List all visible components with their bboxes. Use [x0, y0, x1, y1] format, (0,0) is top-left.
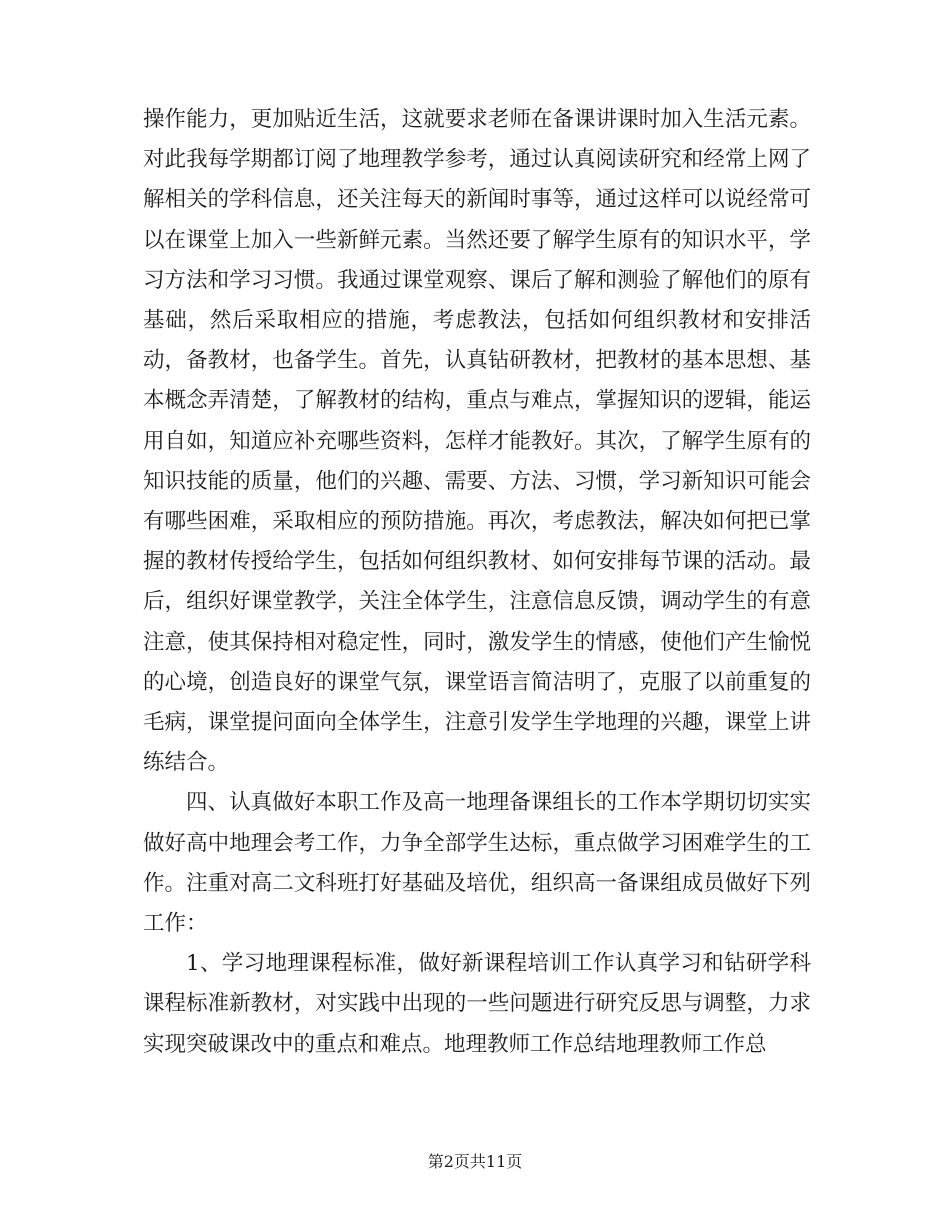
- document-body: [143, 100, 811, 1065]
- paragraph-item-one: 1、学习地理课程标准，做好新课程培训工作认真学习和钻研学科课程标准新教材，对实践中出现的一些问题进行研究反思与调整，力求实现突破课改中的重点和难点。地理教师工作总结地理教师工作总: [143, 951, 811, 1057]
- paragraph-continued: 操作能力，更加贴近生活，这就要求老师在备课讲课时加入生活元素。对此我每学期都订阅了地理教学参考，通过认真阅读研究和经常上网了解相关的学科信息，还关注每天的新闻时事等，通过这样可以说经常可以在课堂上加入一些新鲜元素。当然还要了解学生原有的知识水平，学习方法和学习习惯。我通过课堂观察、课后了解和测验了解他们的原有基础，然后采取相应的措施，考虑教法，包括如何组织教材和安排活动，备教材，也备学生。首先，认真钻研教材，把教材的基本思想、基本概念弄清楚，了解教材的结构，重点与难点，掌握知识的逻辑，能运用自如，知道应补充哪些资料，怎样才能教好。其次，了解学生原有的知识技能的质量，他们的兴趣、需要、方法、习惯，学习新知识可能会有哪些困难，采取相应的预防措施。再次，考虑教法，解决如何把已掌握的教材传授给学生，包括如何组织教材、如何安排每节课的活动。最后，组织好课堂教学，关注全体学生，注意信息反馈，调动学生的有意注意，使其保持相对稳定性，同时，激发学生的情感，使他们产生愉悦的心境，创造良好的课堂气氛，课堂语言简洁明了，克服了以前重复的毛病，课堂提问面向全体学生，注意引发学生学地理的兴趣，课堂上讲练结合。: [143, 107, 811, 776]
- paragraph-section-four: 四、认真做好本职工作及高一地理备课组长的工作本学期切切实实做好高中地理会考工作，力争全部学生达标，重点做学习困难学生的工作。注重对高二文科班打好基础及培优，组织高一备课组成员做好下列工作：: [143, 790, 811, 937]
- page-number-footer: 第2页共11页: [427, 1152, 523, 1171]
